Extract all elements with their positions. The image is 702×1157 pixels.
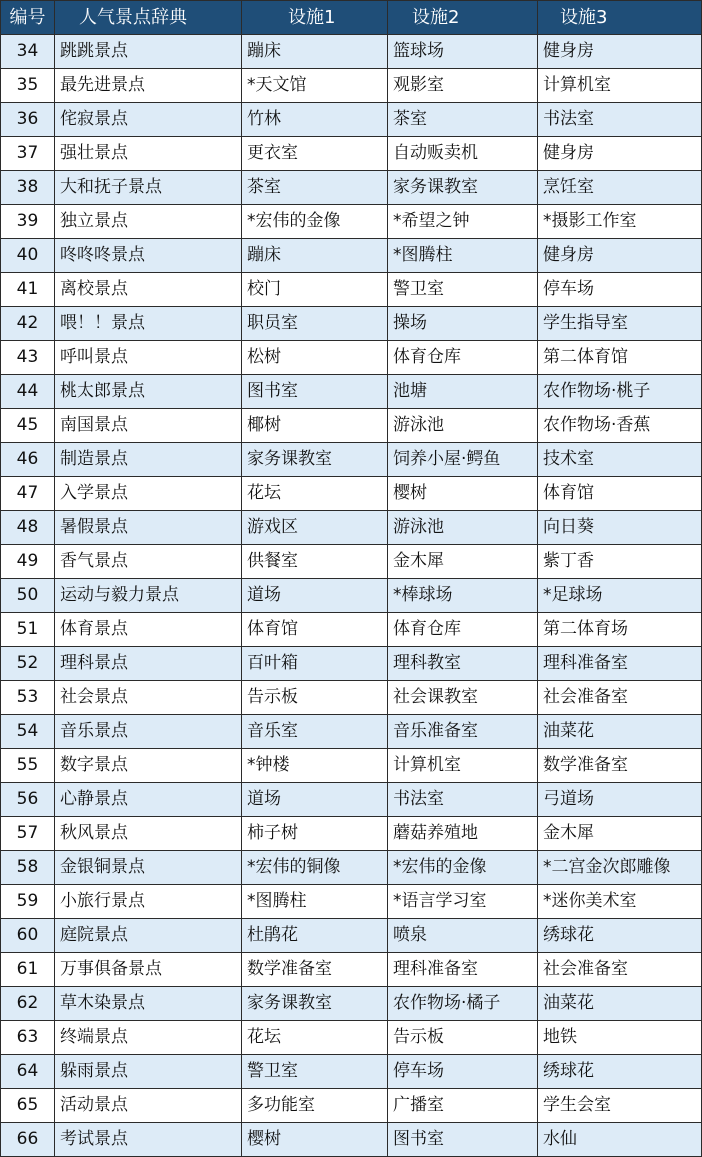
cell-facility-2: 告示板 xyxy=(388,1021,538,1055)
header-facility-1: 设施1 xyxy=(242,1,388,35)
cell-facility-1: 游戏区 xyxy=(242,511,388,545)
cell-facility-1: 百叶箱 xyxy=(242,647,388,681)
table-row xyxy=(1,579,702,613)
cell-id: 62 xyxy=(1,987,55,1021)
cell-spot-name: 数字景点 xyxy=(55,749,242,783)
table-row xyxy=(1,1089,702,1123)
cell-id: 52 xyxy=(1,647,55,681)
cell-facility-3: 绣球花 xyxy=(538,1055,702,1089)
cell-facility-1: 茶室 xyxy=(242,171,388,205)
cell-id: 36 xyxy=(1,103,55,137)
table-row xyxy=(1,1055,702,1089)
cell-id: 50 xyxy=(1,579,55,613)
cell-facility-2: *图腾柱 xyxy=(388,239,538,273)
cell-facility-2: *希望之钟 xyxy=(388,205,538,239)
cell-facility-3: 油菜花 xyxy=(538,987,702,1021)
cell-id: 42 xyxy=(1,307,55,341)
cell-spot-name: 草木染景点 xyxy=(55,987,242,1021)
cell-spot-name: 运动与毅力景点 xyxy=(55,579,242,613)
cell-id: 51 xyxy=(1,613,55,647)
cell-facility-3: *二宫金次郎雕像 xyxy=(538,851,702,885)
cell-id: 34 xyxy=(1,35,55,69)
table-row xyxy=(1,545,702,579)
cell-facility-3: 技术室 xyxy=(538,443,702,477)
cell-spot-name: 咚咚咚景点 xyxy=(55,239,242,273)
cell-facility-2: 篮球场 xyxy=(388,35,538,69)
cell-facility-1: 更衣室 xyxy=(242,137,388,171)
cell-id: 53 xyxy=(1,681,55,715)
table-row xyxy=(1,137,702,171)
cell-facility-1: *宏伟的金像 xyxy=(242,205,388,239)
cell-facility-1: 数学准备室 xyxy=(242,953,388,987)
cell-facility-1: 道场 xyxy=(242,579,388,613)
table-row xyxy=(1,885,702,919)
cell-facility-2: 观影室 xyxy=(388,69,538,103)
cell-facility-3: 体育馆 xyxy=(538,477,702,511)
cell-facility-1: *钟楼 xyxy=(242,749,388,783)
cell-facility-3: 数学准备室 xyxy=(538,749,702,783)
cell-spot-name: 终端景点 xyxy=(55,1021,242,1055)
header-id: 编号 xyxy=(1,1,55,35)
table-row xyxy=(1,341,702,375)
cell-facility-3: 学生会室 xyxy=(538,1089,702,1123)
cell-id: 55 xyxy=(1,749,55,783)
table-row xyxy=(1,851,702,885)
cell-spot-name: 考试景点 xyxy=(55,1123,242,1157)
cell-spot-name: 呼叫景点 xyxy=(55,341,242,375)
cell-facility-1: 图书室 xyxy=(242,375,388,409)
cell-facility-3: 健身房 xyxy=(538,239,702,273)
cell-id: 59 xyxy=(1,885,55,919)
cell-facility-3: 烹饪室 xyxy=(538,171,702,205)
table-row xyxy=(1,919,702,953)
cell-spot-name: 南国景点 xyxy=(55,409,242,443)
header-facility-3: 设施3 xyxy=(538,1,702,35)
cell-facility-3: 计算机室 xyxy=(538,69,702,103)
cell-facility-1: 松树 xyxy=(242,341,388,375)
cell-id: 41 xyxy=(1,273,55,307)
cell-facility-2: 音乐准备室 xyxy=(388,715,538,749)
table-row xyxy=(1,953,702,987)
cell-facility-2: 游泳池 xyxy=(388,409,538,443)
cell-spot-name: 活动景点 xyxy=(55,1089,242,1123)
cell-facility-3: 紫丁香 xyxy=(538,545,702,579)
cell-facility-2: 樱树 xyxy=(388,477,538,511)
cell-spot-name: 万事俱备景点 xyxy=(55,953,242,987)
cell-facility-3: 停车场 xyxy=(538,273,702,307)
cell-id: 56 xyxy=(1,783,55,817)
cell-facility-3: 健身房 xyxy=(538,35,702,69)
cell-id: 57 xyxy=(1,817,55,851)
cell-facility-3: 农作物场·桃子 xyxy=(538,375,702,409)
cell-facility-1: 樱树 xyxy=(242,1123,388,1157)
table-row xyxy=(1,273,702,307)
table-row xyxy=(1,749,702,783)
cell-spot-name: 跳跳景点 xyxy=(55,35,242,69)
cell-spot-name: 心静景点 xyxy=(55,783,242,817)
cell-facility-1: 竹林 xyxy=(242,103,388,137)
table-row xyxy=(1,307,702,341)
cell-spot-name: 入学景点 xyxy=(55,477,242,511)
cell-id: 54 xyxy=(1,715,55,749)
cell-facility-2: 图书室 xyxy=(388,1123,538,1157)
cell-id: 63 xyxy=(1,1021,55,1055)
table-row xyxy=(1,987,702,1021)
table-body xyxy=(1,35,702,1157)
cell-id: 37 xyxy=(1,137,55,171)
cell-facility-2: *语言学习室 xyxy=(388,885,538,919)
cell-facility-2: 池塘 xyxy=(388,375,538,409)
cell-facility-1: 花坛 xyxy=(242,477,388,511)
cell-facility-2: 警卫室 xyxy=(388,273,538,307)
cell-facility-3: *摄影工作室 xyxy=(538,205,702,239)
cell-facility-3: 第二体育馆 xyxy=(538,341,702,375)
cell-facility-1: 家务课教室 xyxy=(242,443,388,477)
cell-facility-3: 书法室 xyxy=(538,103,702,137)
cell-facility-3: *迷你美术室 xyxy=(538,885,702,919)
cell-facility-1: *宏伟的铜像 xyxy=(242,851,388,885)
cell-spot-name: 制造景点 xyxy=(55,443,242,477)
cell-spot-name: 喂！！景点 xyxy=(55,307,242,341)
cell-id: 60 xyxy=(1,919,55,953)
cell-facility-1: 椰树 xyxy=(242,409,388,443)
cell-spot-name: 桃太郎景点 xyxy=(55,375,242,409)
table-header xyxy=(1,1,702,35)
cell-id: 44 xyxy=(1,375,55,409)
cell-spot-name: 金银铜景点 xyxy=(55,851,242,885)
cell-facility-3: 学生指导室 xyxy=(538,307,702,341)
cell-facility-2: 饲养小屋·鳄鱼 xyxy=(388,443,538,477)
cell-facility-2: 农作物场·橘子 xyxy=(388,987,538,1021)
cell-facility-1: *图腾柱 xyxy=(242,885,388,919)
cell-facility-2: 金木犀 xyxy=(388,545,538,579)
cell-facility-2: 蘑菇养殖地 xyxy=(388,817,538,851)
table-row xyxy=(1,409,702,443)
table-row xyxy=(1,375,702,409)
cell-spot-name: 独立景点 xyxy=(55,205,242,239)
cell-facility-1: 体育馆 xyxy=(242,613,388,647)
cell-spot-name: 理科景点 xyxy=(55,647,242,681)
cell-facility-1: 供餐室 xyxy=(242,545,388,579)
cell-spot-name: 庭院景点 xyxy=(55,919,242,953)
cell-id: 35 xyxy=(1,69,55,103)
cell-facility-3: 弓道场 xyxy=(538,783,702,817)
table-row xyxy=(1,477,702,511)
cell-id: 61 xyxy=(1,953,55,987)
header-row xyxy=(1,1,702,35)
table-row xyxy=(1,35,702,69)
cell-spot-name: 侘寂景点 xyxy=(55,103,242,137)
cell-facility-2: 自动贩卖机 xyxy=(388,137,538,171)
table-row xyxy=(1,1123,702,1157)
cell-facility-1: 杜鹃花 xyxy=(242,919,388,953)
cell-facility-3: 水仙 xyxy=(538,1123,702,1157)
cell-id: 58 xyxy=(1,851,55,885)
cell-spot-name: 大和抚子景点 xyxy=(55,171,242,205)
cell-facility-1: 蹦床 xyxy=(242,239,388,273)
cell-facility-3: 农作物场·香蕉 xyxy=(538,409,702,443)
table-row xyxy=(1,817,702,851)
table-row xyxy=(1,613,702,647)
cell-facility-3: 理科准备室 xyxy=(538,647,702,681)
cell-id: 39 xyxy=(1,205,55,239)
cell-facility-2: 体育仓库 xyxy=(388,341,538,375)
cell-id: 40 xyxy=(1,239,55,273)
cell-id: 46 xyxy=(1,443,55,477)
cell-spot-name: 秋风景点 xyxy=(55,817,242,851)
cell-facility-1: 告示板 xyxy=(242,681,388,715)
cell-facility-1: 多功能室 xyxy=(242,1089,388,1123)
cell-facility-2: 体育仓库 xyxy=(388,613,538,647)
table-row xyxy=(1,205,702,239)
table-row xyxy=(1,171,702,205)
cell-facility-3: 地铁 xyxy=(538,1021,702,1055)
cell-facility-3: 健身房 xyxy=(538,137,702,171)
header-spot-name: 人气景点辞典 xyxy=(55,1,242,35)
cell-spot-name: 体育景点 xyxy=(55,613,242,647)
cell-facility-1: 花坛 xyxy=(242,1021,388,1055)
cell-spot-name: 香气景点 xyxy=(55,545,242,579)
cell-facility-3: 油菜花 xyxy=(538,715,702,749)
cell-facility-3: 绣球花 xyxy=(538,919,702,953)
table-row xyxy=(1,239,702,273)
table-row xyxy=(1,69,702,103)
cell-facility-2: *棒球场 xyxy=(388,579,538,613)
cell-spot-name: 强壮景点 xyxy=(55,137,242,171)
cell-facility-2: 操场 xyxy=(388,307,538,341)
cell-facility-3: 第二体育场 xyxy=(538,613,702,647)
cell-facility-1: 柿子树 xyxy=(242,817,388,851)
cell-id: 47 xyxy=(1,477,55,511)
cell-facility-3: 金木犀 xyxy=(538,817,702,851)
table-row xyxy=(1,681,702,715)
cell-spot-name: 音乐景点 xyxy=(55,715,242,749)
cell-facility-1: 家务课教室 xyxy=(242,987,388,1021)
cell-facility-2: 广播室 xyxy=(388,1089,538,1123)
cell-spot-name: 最先进景点 xyxy=(55,69,242,103)
cell-id: 45 xyxy=(1,409,55,443)
cell-id: 64 xyxy=(1,1055,55,1089)
cell-facility-2: 停车场 xyxy=(388,1055,538,1089)
cell-id: 48 xyxy=(1,511,55,545)
table-row xyxy=(1,1021,702,1055)
table-row xyxy=(1,443,702,477)
table-row xyxy=(1,511,702,545)
cell-facility-2: 理科准备室 xyxy=(388,953,538,987)
cell-facility-1: *天文馆 xyxy=(242,69,388,103)
cell-spot-name: 社会景点 xyxy=(55,681,242,715)
header-facility-2: 设施2 xyxy=(388,1,538,35)
cell-id: 43 xyxy=(1,341,55,375)
cell-facility-1: 职员室 xyxy=(242,307,388,341)
table-row xyxy=(1,783,702,817)
cell-facility-1: 校门 xyxy=(242,273,388,307)
cell-id: 49 xyxy=(1,545,55,579)
cell-facility-2: 书法室 xyxy=(388,783,538,817)
cell-spot-name: 暑假景点 xyxy=(55,511,242,545)
cell-facility-2: 理科教室 xyxy=(388,647,538,681)
cell-facility-3: *足球场 xyxy=(538,579,702,613)
cell-facility-3: 社会准备室 xyxy=(538,953,702,987)
cell-facility-2: *宏伟的金像 xyxy=(388,851,538,885)
cell-facility-3: 向日葵 xyxy=(538,511,702,545)
table-row xyxy=(1,103,702,137)
cell-facility-2: 游泳池 xyxy=(388,511,538,545)
cell-facility-1: 蹦床 xyxy=(242,35,388,69)
cell-facility-1: 警卫室 xyxy=(242,1055,388,1089)
cell-facility-3: 社会准备室 xyxy=(538,681,702,715)
table-row xyxy=(1,647,702,681)
cell-spot-name: 小旅行景点 xyxy=(55,885,242,919)
cell-facility-2: 茶室 xyxy=(388,103,538,137)
cell-id: 66 xyxy=(1,1123,55,1157)
cell-facility-1: 道场 xyxy=(242,783,388,817)
cell-facility-2: 社会课教室 xyxy=(388,681,538,715)
cell-facility-2: 喷泉 xyxy=(388,919,538,953)
cell-id: 65 xyxy=(1,1089,55,1123)
cell-facility-2: 计算机室 xyxy=(388,749,538,783)
cell-facility-1: 音乐室 xyxy=(242,715,388,749)
cell-spot-name: 躲雨景点 xyxy=(55,1055,242,1089)
cell-facility-2: 家务课教室 xyxy=(388,171,538,205)
cell-spot-name: 离校景点 xyxy=(55,273,242,307)
table-row xyxy=(1,715,702,749)
cell-id: 38 xyxy=(1,171,55,205)
